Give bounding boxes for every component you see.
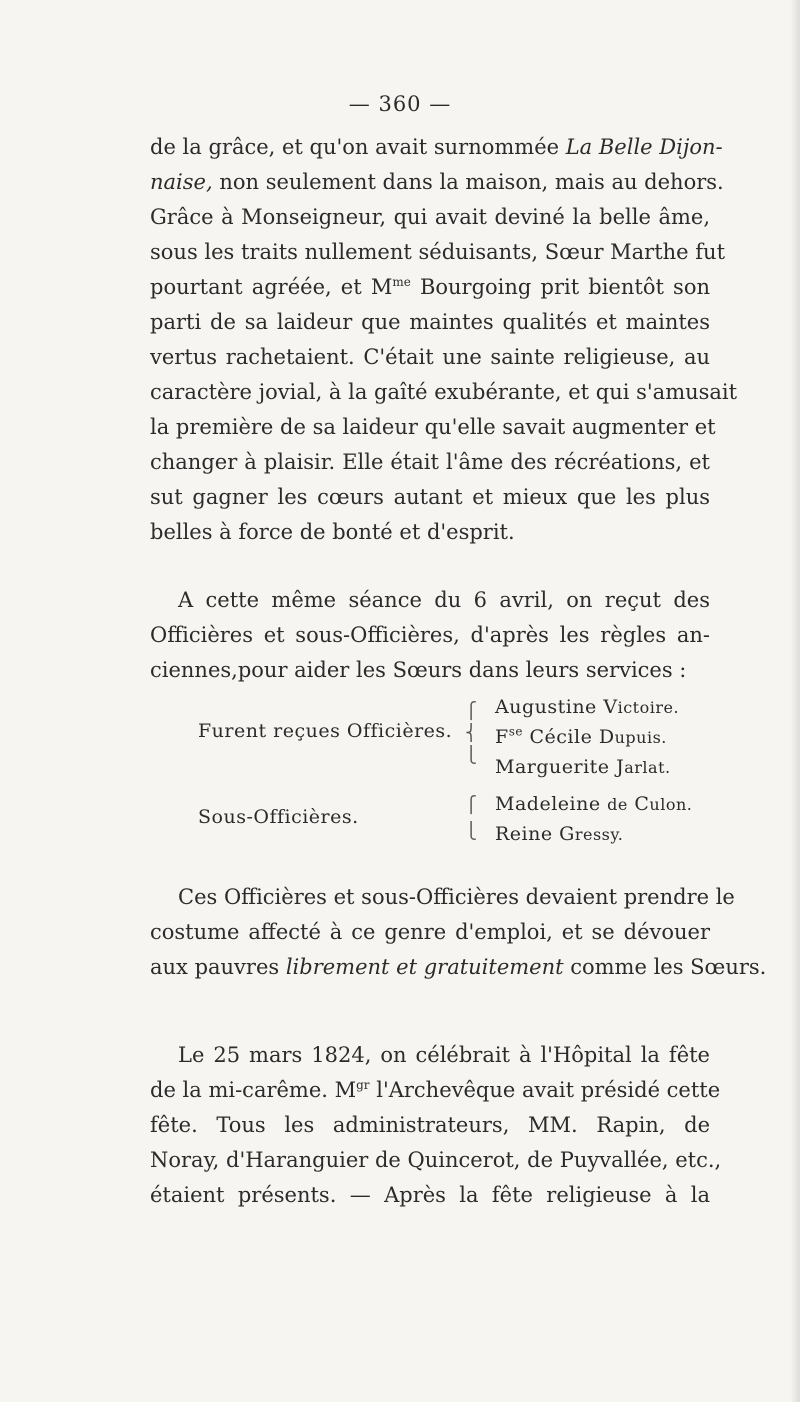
text: de la mi-carême. M [150, 1078, 357, 1102]
text-line: Officières et sous-Officières, d'après les règles an- [150, 623, 710, 647]
text: aux pauvres [150, 955, 286, 979]
superscript: me [392, 275, 411, 289]
text-line [150, 950, 767, 985]
sub-officers-list [150, 793, 710, 863]
italic-text: librement et gratuitement [285, 955, 564, 979]
text: Bourgoing prit bientôt son [410, 275, 710, 299]
paragraph-1 [150, 130, 738, 550]
officer-name: Marguerite Jarlat. [495, 756, 671, 778]
text: de la grâce, et qu'on avait surnommée [150, 135, 566, 159]
brace-mark: ⎨ [465, 723, 477, 742]
brace-mark: ⎩ [465, 821, 477, 840]
sub-officer-name: Reine Gressy. [495, 823, 624, 845]
text-line: A cette même séance du 6 avril, on reçut des [178, 588, 710, 612]
officers-list [150, 693, 710, 803]
text-line: la première de sa laideur qu'elle savait augmenter et [150, 415, 716, 439]
text-line: fête. Tous les administrateurs, MM. Rapin, de [150, 1113, 710, 1137]
superscript: gr [356, 1078, 370, 1092]
text: non seulement dans la maison, mais au dehors. [212, 170, 724, 194]
text-line: ciennes,pour aider les Sœurs dans leurs services : [150, 658, 687, 682]
sub-officers-label: Sous-Officières. [198, 806, 359, 828]
italic-text: naise, [150, 170, 213, 194]
officers-label: Furent reçues Officières. [198, 720, 453, 742]
text-line: belles à force de bonté et d'esprit. [150, 520, 515, 544]
sub-officer-name: Madeleine de Culon. [495, 793, 693, 815]
paragraph-4 [150, 1038, 722, 1213]
text-line: caractère jovial, à la gaîté exubérante, et qui s'amusait [150, 380, 738, 404]
page-edge [790, 0, 800, 1402]
page-number: — 360 — [348, 92, 452, 116]
text-line: étaient présents. — Après la fête religieuse à la [150, 1183, 710, 1207]
text: pourtant agréée, et M [150, 275, 393, 299]
brace-mark: ⎧ [465, 795, 477, 814]
text-line: Ces Officières et sous-Officières devaient prendre le [178, 885, 735, 909]
text-line: vertus rachetaient. C'était une sainte religieuse, au [150, 345, 710, 369]
text-line [150, 165, 724, 200]
text: l'Archevêque avait présidé cette [369, 1078, 721, 1102]
text-line: costume affecté à ce genre d'emploi, et se dévouer [150, 920, 710, 944]
text-line: changer à plaisir. Elle était l'âme des récréations, et [150, 450, 710, 474]
text-line: Grâce à Monseigneur, qui avait deviné la belle âme, [150, 205, 710, 229]
text-line: parti de sa laideur que maintes qualités et maintes [150, 310, 710, 334]
italic-text: La Belle Dijon- [565, 135, 723, 159]
text-line: Le 25 mars 1824, on célébrait à l'Hôpital la fête [178, 1043, 710, 1067]
text-line: Noray, d'Haranguier de Quincerot, de Puyvallée, etc., [150, 1148, 722, 1172]
officer-name: Augustine Victoire. [495, 696, 680, 718]
brace-mark: ⎧ [465, 701, 477, 720]
text-line: sut gagner les cœurs autant et mieux que les plus [150, 485, 710, 509]
text-line: sous les traits nullement séduisants, Sœur Marthe fut [150, 240, 726, 264]
text-line [150, 130, 723, 165]
paragraph-2 [150, 583, 710, 688]
text: comme les Sœurs. [563, 955, 767, 979]
text-line [150, 270, 710, 305]
officer-name: $F^{se}$ Cécile Dupuis. [495, 724, 667, 748]
brace-mark: ⎩ [465, 745, 477, 764]
text-line [150, 1073, 721, 1108]
paragraph-3 [150, 880, 767, 985]
